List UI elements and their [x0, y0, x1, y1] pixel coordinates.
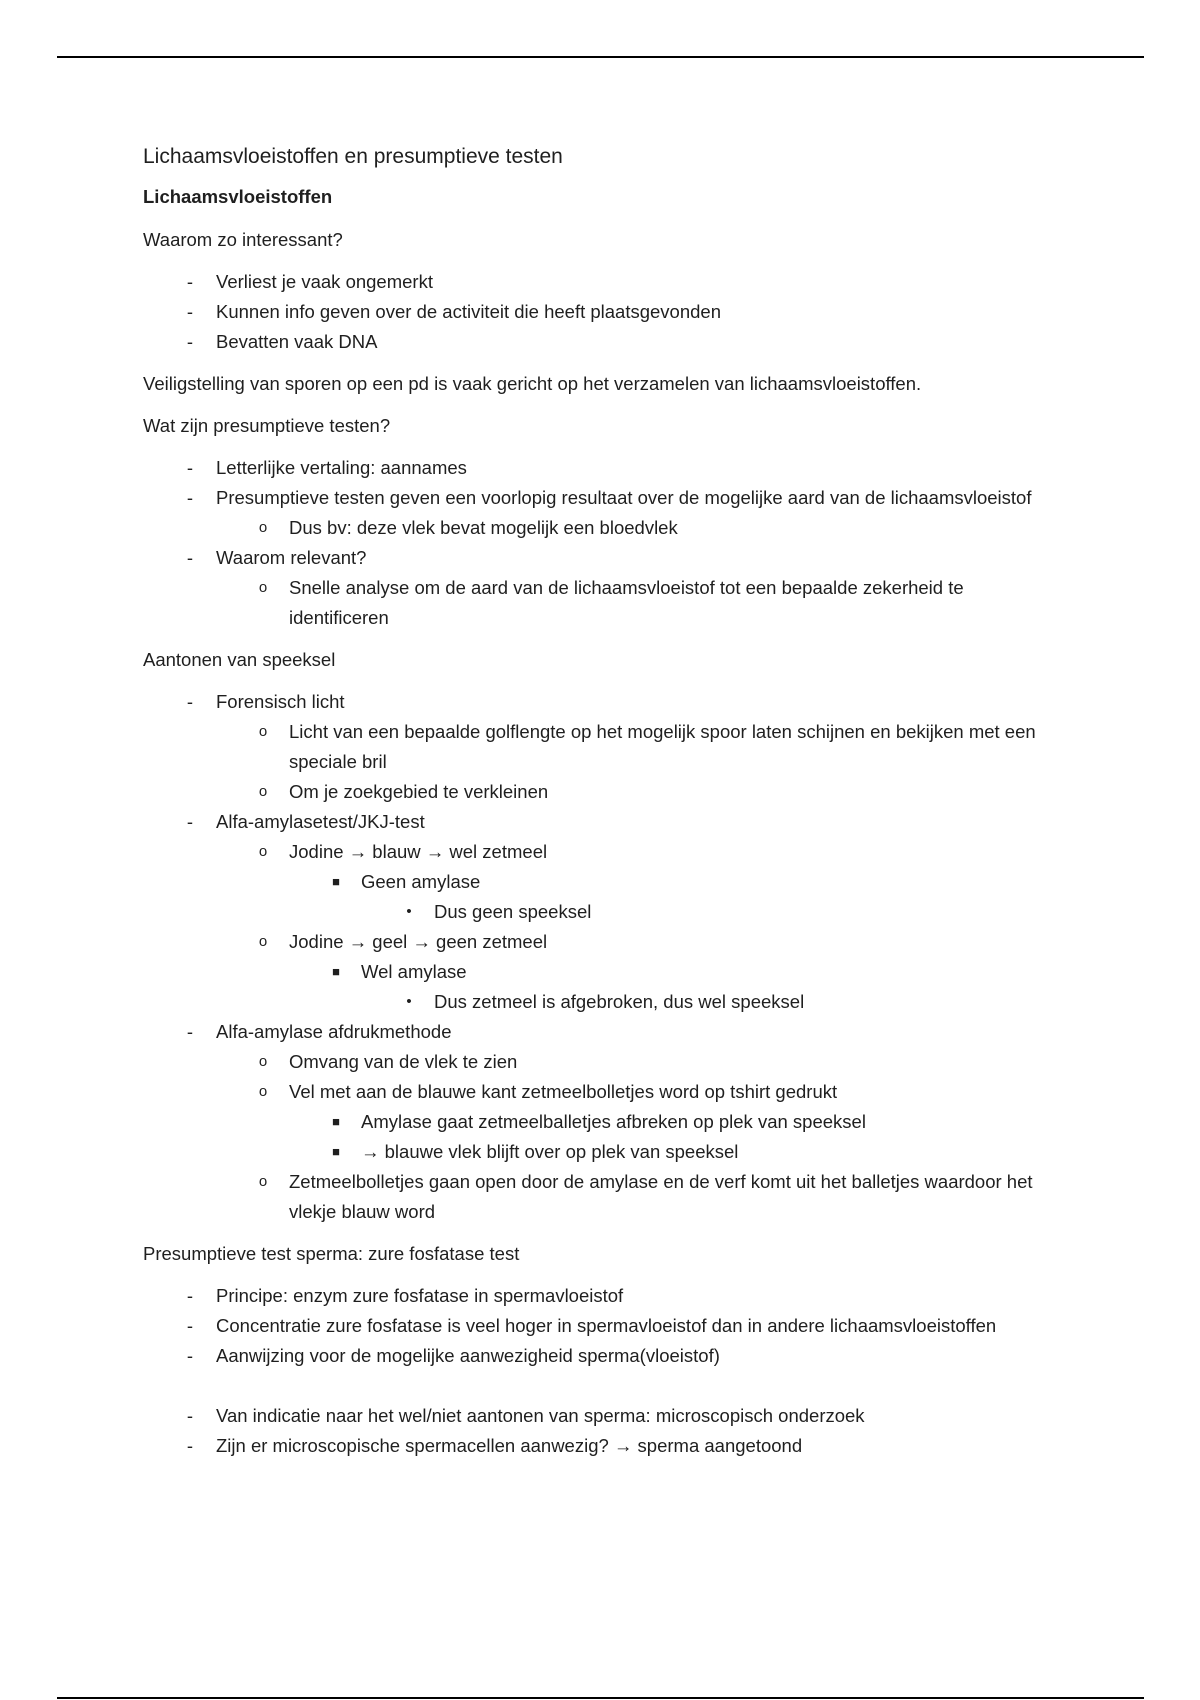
- dash-marker: -: [186, 1345, 194, 1367]
- dash-marker: -: [186, 457, 194, 479]
- list-item: - Letterlijke vertaling: aannames: [143, 453, 1043, 483]
- circle-marker: o: [258, 933, 268, 951]
- dash-marker: -: [186, 1315, 194, 1337]
- square-marker: ■: [332, 964, 340, 980]
- footer-rule: [57, 1697, 1144, 1699]
- dash-marker: -: [186, 1021, 194, 1043]
- list-item: - Alfa-amylasetest/JKJ-test: [143, 807, 1043, 837]
- square-marker: ■: [332, 874, 340, 890]
- square-marker: ■: [332, 1144, 340, 1160]
- dash-marker: -: [186, 691, 194, 713]
- list-item: - Bevatten vaak DNA: [143, 327, 1043, 357]
- blank-line: [143, 1371, 1043, 1401]
- section-heading: Lichaamsvloeistoffen: [143, 186, 333, 208]
- list-item: - Principe: enzym zure fosfatase in spermavloeistof: [143, 1281, 1043, 1311]
- list-item: • Dus geen speeksel: [143, 897, 1043, 927]
- list-item: ■ Wel amylase: [143, 957, 1043, 987]
- list-item: - Aanwijzing voor de mogelijke aanwezigheid sperma(vloeistof): [143, 1341, 1043, 1371]
- list-item: o Snelle analyse om de aard van de lichaamsvloeistof tot een bepaalde zekerheid te identificeren: [143, 573, 1043, 633]
- bullet-marker: •: [406, 993, 412, 1011]
- list-item: - Alfa-amylase afdrukmethode: [143, 1017, 1043, 1047]
- list-item: - Waarom relevant?: [143, 543, 1043, 573]
- list-item: - Forensisch licht: [143, 687, 1043, 717]
- question-presumptief: Wat zijn presumptieve testen?: [143, 415, 391, 437]
- document-body: [143, 143, 1043, 1473]
- list-item: - Van indicatie naar het wel/niet aantonen van sperma: microscopisch onderzoek: [143, 1401, 1043, 1431]
- header-rule: [57, 56, 1144, 58]
- sperma-list-2: [143, 1401, 1043, 1461]
- dash-marker: -: [186, 1285, 194, 1307]
- list-item: - Concentratie zure fosfatase is veel hoger in spermavloeistof dan in andere lichaamsvloeistoffen: [143, 1311, 1043, 1341]
- presumptief-list: [143, 453, 1043, 633]
- dash-marker: -: [186, 811, 194, 833]
- list-item: - Verliest je vaak ongemerkt: [143, 267, 1043, 297]
- dash-marker: -: [186, 301, 194, 323]
- circle-marker: o: [258, 1173, 268, 1191]
- list-item: - Zijn er microscopische spermacellen aanwezig? → sperma aangetoond: [143, 1431, 1043, 1461]
- why-list: [143, 267, 1043, 357]
- square-marker: ■: [332, 1114, 340, 1130]
- list-item: o Zetmeelbolletjes gaan open door de amylase en de verf komt uit het balletjes waardoor het vlekje blauw word: [143, 1167, 1043, 1227]
- document-title: Lichaamsvloeistoffen en presumptieve testen: [143, 145, 563, 168]
- dash-marker: -: [186, 1405, 194, 1427]
- paragraph-veiligstelling: Veiligstelling van sporen op een pd is vaak gericht op het verzamelen van lichaamsvloeistoffen.: [143, 373, 922, 395]
- list-item: ■ Amylase gaat zetmeelballetjes afbreken op plek van speeksel: [143, 1107, 1043, 1137]
- list-item: • Dus zetmeel is afgebroken, dus wel speeksel: [143, 987, 1043, 1017]
- speeksel-list: [143, 687, 1043, 1227]
- list-item: o Omvang van de vlek te zien: [143, 1047, 1043, 1077]
- list-item: o Om je zoekgebied te verkleinen: [143, 777, 1043, 807]
- list-item: o Jodine → geel → geen zetmeel: [143, 927, 1043, 957]
- heading-sperma: Presumptieve test sperma: zure fosfatase test: [143, 1243, 520, 1265]
- dash-marker: -: [186, 547, 194, 569]
- sperma-list: [143, 1281, 1043, 1371]
- dash-marker: -: [186, 1435, 194, 1457]
- circle-marker: o: [258, 579, 268, 597]
- circle-marker: o: [258, 1083, 268, 1101]
- list-item: o Jodine → blauw → wel zetmeel: [143, 837, 1043, 867]
- list-item: o Vel met aan de blauwe kant zetmeelbolletjes word op tshirt gedrukt: [143, 1077, 1043, 1107]
- dash-marker: -: [186, 331, 194, 353]
- bullet-marker: •: [406, 903, 412, 921]
- dash-marker: -: [186, 271, 194, 293]
- circle-marker: o: [258, 843, 268, 861]
- list-item: ■ → blauwe vlek blijft over op plek van speeksel: [143, 1137, 1043, 1167]
- list-item: - Presumptieve testen geven een voorlopig resultaat over de mogelijke aard van de lichaamsvloeistof: [143, 483, 1043, 513]
- dash-marker: -: [186, 487, 194, 509]
- list-item: o Licht van een bepaalde golflengte op het mogelijk spoor laten schijnen en bekijken met een speciale bril: [143, 717, 1043, 777]
- question-why: Waarom zo interessant?: [143, 229, 343, 251]
- circle-marker: o: [258, 723, 268, 741]
- circle-marker: o: [258, 783, 268, 801]
- list-item: - Kunnen info geven over de activiteit die heeft plaatsgevonden: [143, 297, 1043, 327]
- heading-speeksel: Aantonen van speeksel: [143, 649, 336, 671]
- list-item: o Dus bv: deze vlek bevat mogelijk een bloedvlek: [143, 513, 1043, 543]
- circle-marker: o: [258, 519, 268, 537]
- circle-marker: o: [258, 1053, 268, 1071]
- list-item: ■ Geen amylase: [143, 867, 1043, 897]
